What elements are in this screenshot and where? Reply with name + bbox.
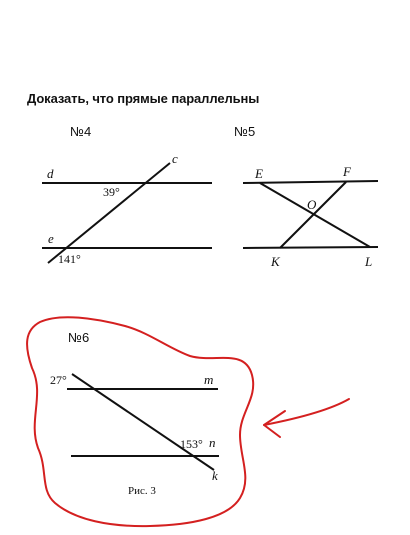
label-m: m	[204, 372, 214, 387]
label-k: k	[212, 468, 218, 483]
angle-27: 27°	[50, 373, 67, 387]
label-L: L	[365, 254, 373, 269]
page-heading: Доказать, что прямые параллельны	[27, 91, 260, 106]
line-KL	[243, 247, 378, 248]
label-O: O	[307, 197, 317, 212]
figure-caption: Рис. 3	[128, 485, 156, 497]
figure-5	[243, 181, 378, 248]
angle-153: 153°	[180, 437, 203, 451]
label-K: K	[271, 254, 280, 269]
label-e: e	[48, 231, 54, 246]
figure-4	[42, 163, 212, 263]
angle-39: 39°	[103, 185, 120, 199]
problem-5-number: №5	[234, 124, 256, 139]
label-n: n	[209, 435, 216, 450]
red-arrow-annotation	[264, 399, 349, 425]
label-E: E	[255, 166, 263, 181]
segment-FK	[280, 182, 346, 248]
label-d: d	[47, 166, 54, 181]
figure-6	[67, 374, 219, 470]
red-arrowhead	[264, 411, 285, 437]
segment-EL	[260, 183, 370, 247]
label-c: c	[172, 151, 178, 166]
angle-141: 141°	[58, 252, 81, 266]
line-EF	[243, 181, 378, 183]
label-F: F	[343, 164, 351, 179]
problem-4-number: №4	[70, 124, 92, 139]
problem-6-number: №6	[68, 330, 90, 345]
